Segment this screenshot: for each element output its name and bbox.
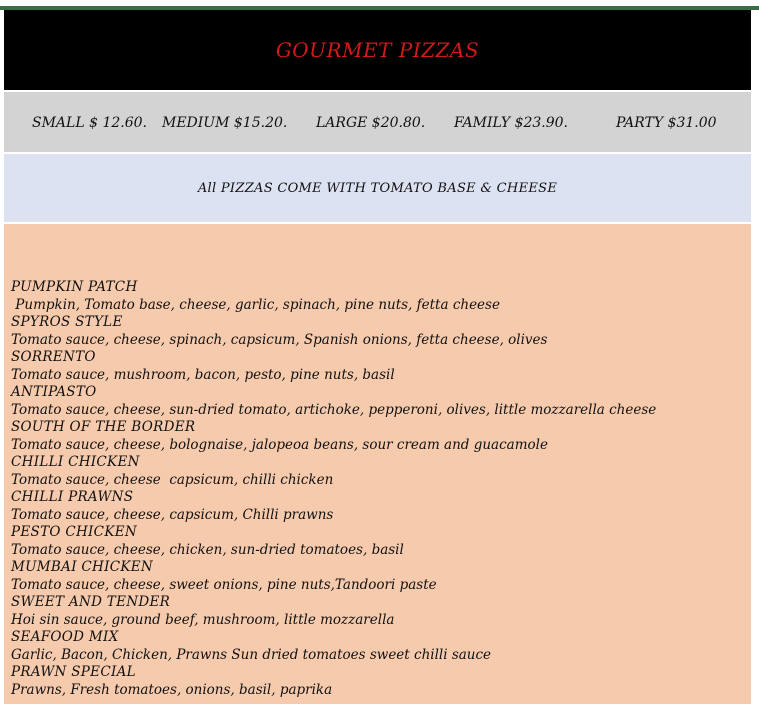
list-item	[11, 559, 656, 594]
list-item	[11, 314, 656, 349]
pizza-description: Garlic, Bacon, Chicken, Prawns Sun dried tomatoes sweet chilli sauce	[11, 646, 492, 663]
price-medium: MEDIUM $15.20.	[162, 115, 288, 131]
pizza-name: SEAFOOD MIX	[11, 629, 119, 645]
pizza-description: Pumpkin, Tomato base, cheese, garlic, spinach, pine nuts, fetta cheese	[11, 296, 500, 313]
pizza-description: Tomato sauce, cheese, capsicum, Chilli prawns	[11, 506, 334, 523]
list-item	[11, 419, 656, 454]
pizza-name: SPYROS STYLE	[11, 314, 123, 330]
pizza-name: PUMPKIN PATCH	[11, 279, 138, 295]
pizza-name: CHILLI PRAWNS	[11, 489, 134, 505]
price-party: PARTY $31.00	[616, 115, 717, 131]
price-family: FAMILY $23.90.	[454, 115, 569, 131]
pizza-description: Prawns, Fresh tomatoes, onions, basil, paprika	[11, 681, 333, 698]
page-title: GOURMET PIZZAS	[275, 38, 480, 62]
pizza-description: Tomato sauce, cheese, sun-dried tomato, artichoke, pepperoni, olives, little mozzarella cheese	[11, 401, 657, 418]
list-item	[11, 454, 656, 489]
pizza-description: Tomato sauce, cheese, sweet onions, pine nuts,Tandoori paste	[11, 576, 437, 593]
pizza-description: Hoi sin sauce, ground beef, mushroom, little mozzarella	[11, 611, 395, 628]
list-item	[11, 524, 656, 559]
title-banner	[4, 10, 751, 90]
pizza-name: MUMBAI CHICKEN	[11, 559, 154, 575]
pizza-name: CHILLI CHICKEN	[11, 454, 140, 470]
price-large: LARGE $20.80.	[316, 115, 426, 131]
pizza-name: PRAWN SPECIAL	[11, 664, 136, 680]
pizza-name: SWEET AND TENDER	[11, 594, 171, 610]
pizza-name: SORRENTO	[11, 349, 96, 365]
pizza-name: SOUTH OF THE BORDER	[11, 419, 196, 435]
base-note: All PIZZAS COME WITH TOMATO BASE & CHEESE	[197, 180, 558, 196]
price-small: SMALL $ 12.60.	[32, 115, 147, 131]
pizza-description: Tomato sauce, cheese capsicum, chilli chicken	[11, 471, 334, 488]
list-item	[11, 349, 656, 384]
list-item	[11, 384, 656, 419]
pizza-list	[11, 279, 656, 699]
list-item	[11, 629, 656, 664]
pizza-name: PESTO CHICKEN	[11, 524, 137, 540]
pizza-description: Tomato sauce, cheese, spinach, capsicum, Spanish onions, fetta cheese, olives	[11, 331, 548, 348]
list-item	[11, 489, 656, 524]
pizza-name: ANTIPASTO	[11, 384, 97, 400]
price-bar	[4, 92, 751, 152]
pizza-description: Tomato sauce, cheese, chicken, sun-dried tomatoes, basil	[11, 541, 404, 558]
list-item	[11, 664, 656, 699]
pizza-description: Tomato sauce, mushroom, bacon, pesto, pine nuts, basil	[11, 366, 395, 383]
list-item	[11, 279, 656, 314]
menu-section	[4, 224, 751, 704]
pizza-description: Tomato sauce, cheese, bolognaise, jalopeoa beans, sour cream and guacamole	[11, 436, 548, 453]
list-item	[11, 594, 656, 629]
base-note-bar	[4, 154, 751, 222]
